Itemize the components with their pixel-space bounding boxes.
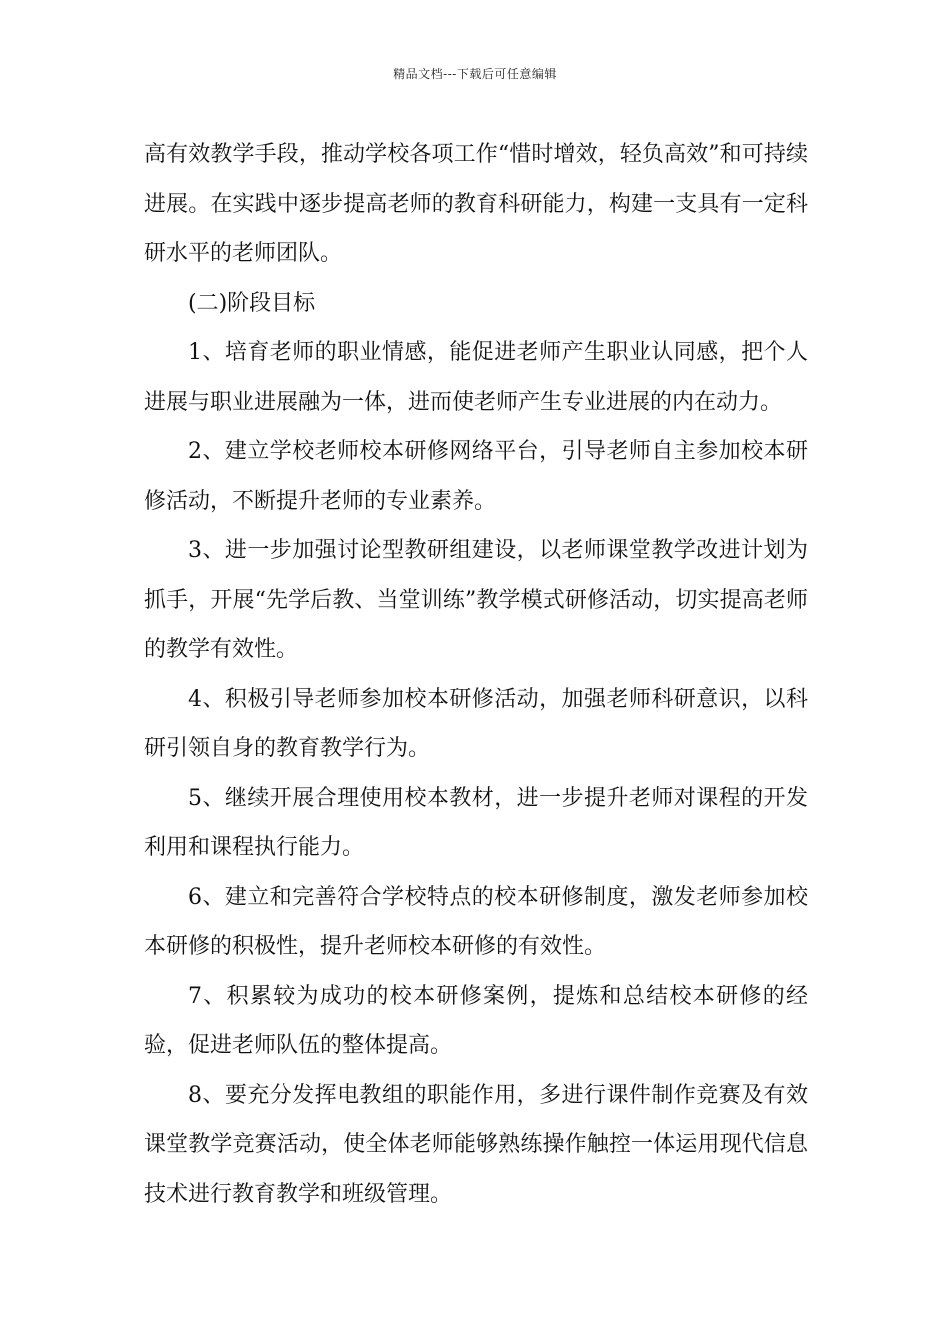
goal-item-4: 4、积极引导老师参加校本研修活动，加强老师科研意识，以科研引领自身的教育教学行为。 xyxy=(144,686,808,761)
goal-item-5: 5、继续开展合理使用校本教材，进一步提升老师对课程的开发利用和课程执行能力。 xyxy=(144,785,808,860)
goal-item-2: 2、建立学校老师校本研修网络平台，引导老师自主参加校本研修活动，不断提升老师的专业素养。 xyxy=(144,439,808,514)
section-heading-stage-goals: (二)阶段目标 xyxy=(188,290,316,316)
document-body xyxy=(144,130,808,1219)
goal-item-8: 8、要充分发挥电教组的职能作用，多进行课件制作竞赛及有效课堂教学竞赛活动，使全体老师能够熟练操作触控一体运用现代信息技术进行教育教学和班级管理。 xyxy=(144,1082,808,1207)
goal-item-6: 6、建立和完善符合学校特点的校本研修制度，激发老师参加校本研修的积极性，提升老师校本研修的有效性。 xyxy=(144,884,808,959)
goal-item-1: 1、培育老师的职业情感，能促进老师产生职业认同感，把个人进展与职业进展融为一体，进而使老师产生专业进展的内在动力。 xyxy=(144,340,808,415)
paragraph-continuation: 高有效教学手段，推动学校各项工作“惜时增效，轻负高效”和可持续进展。在实践中逐步提高老师的教育科研能力，构建一支具有一定科研水平的老师团队。 xyxy=(144,142,808,266)
goal-item-3: 3、进一步加强讨论型教研组建设，以老师课堂教学改进计划为抓手，开展“先学后教、当堂训练”教学模式研修活动，切实提高老师的教学有效性。 xyxy=(144,538,808,662)
goal-item-7: 7、积累较为成功的校本研修案例，提炼和总结校本研修的经验，促进老师队伍的整体提高。 xyxy=(144,983,808,1058)
page-header: 精品文档---下载后可任意编辑 xyxy=(393,67,557,81)
